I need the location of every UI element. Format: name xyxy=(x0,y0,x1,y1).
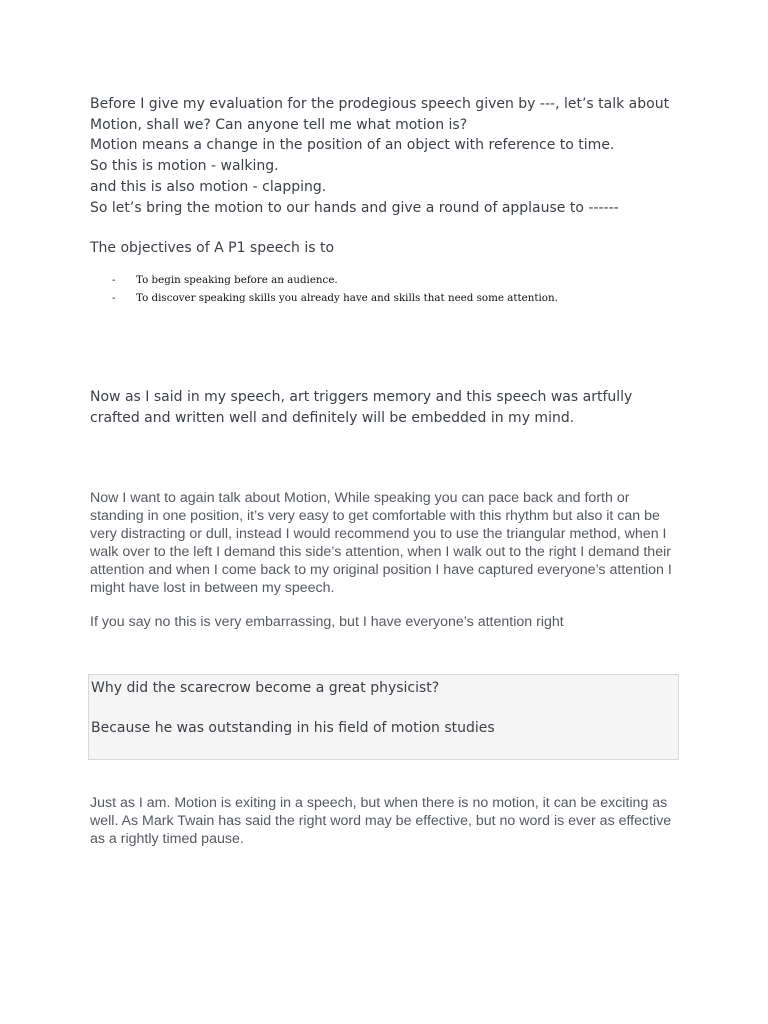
art-paragraph: Now as I said in my speech, art triggers memory and this speech was artfully crafted and written well and definitely will be embedded in my mind. xyxy=(90,389,633,427)
list-item-text: To discover speaking skills you already have and skills that need some attention. xyxy=(136,292,558,305)
intro-line: Before I give my evaluation for the prodegious speech given by ---, let’s talk about xyxy=(90,96,670,112)
bullet-dash: - xyxy=(112,274,116,287)
joke-answer: Because he was outstanding in his field of motion studies xyxy=(91,720,495,736)
intro-line: Motion, shall we? Can anyone tell me what motion is? xyxy=(90,116,468,133)
joke-question: Why did the scarecrow become a great physicist? xyxy=(91,680,440,696)
list-item-text: To begin speaking before an audience. xyxy=(136,274,338,287)
intro-line: So let’s bring the motion to our hands and give a round of applause to ------ xyxy=(90,199,619,216)
intro-line: Motion means a change in the position of an object with reference to time. xyxy=(90,137,615,154)
bullet-dash: - xyxy=(112,292,116,305)
attention-line: If you say no this is very embarrassing, but I have everyone’s attention right xyxy=(90,614,564,631)
motion-paragraph: Now I want to again talk about Motion, While speaking you can pace back and forth or standing in one position, it’s very easy to get comfortable with this rhythm but also it can be very distracting or dull, instead I would recommend you to use the triangular method, when I walk over to the left I demand this side’s attention, when I walk out to the right I demand their attention and when I come back to my original position I have captured everyone’s attention I might have lost in between my speech. xyxy=(90,490,672,597)
intro-section xyxy=(90,94,682,218)
closing-paragraph: Just as I am. Motion is exiting in a speech, but when there is no motion, it can be exciting as well. As Mark Twain has said the right word may be effective, but no word is ever as effective as a rightly timed pause. xyxy=(90,795,672,848)
joke-box xyxy=(88,674,679,760)
list-item xyxy=(90,271,682,289)
list-item xyxy=(90,289,682,307)
objectives-heading: The objectives of A P1 speech is to xyxy=(90,240,335,257)
intro-line: So this is motion - walking. xyxy=(90,158,279,175)
intro-line: and this is also motion - clapping. xyxy=(90,178,327,195)
objectives-list xyxy=(90,271,682,307)
document-body xyxy=(90,94,682,645)
